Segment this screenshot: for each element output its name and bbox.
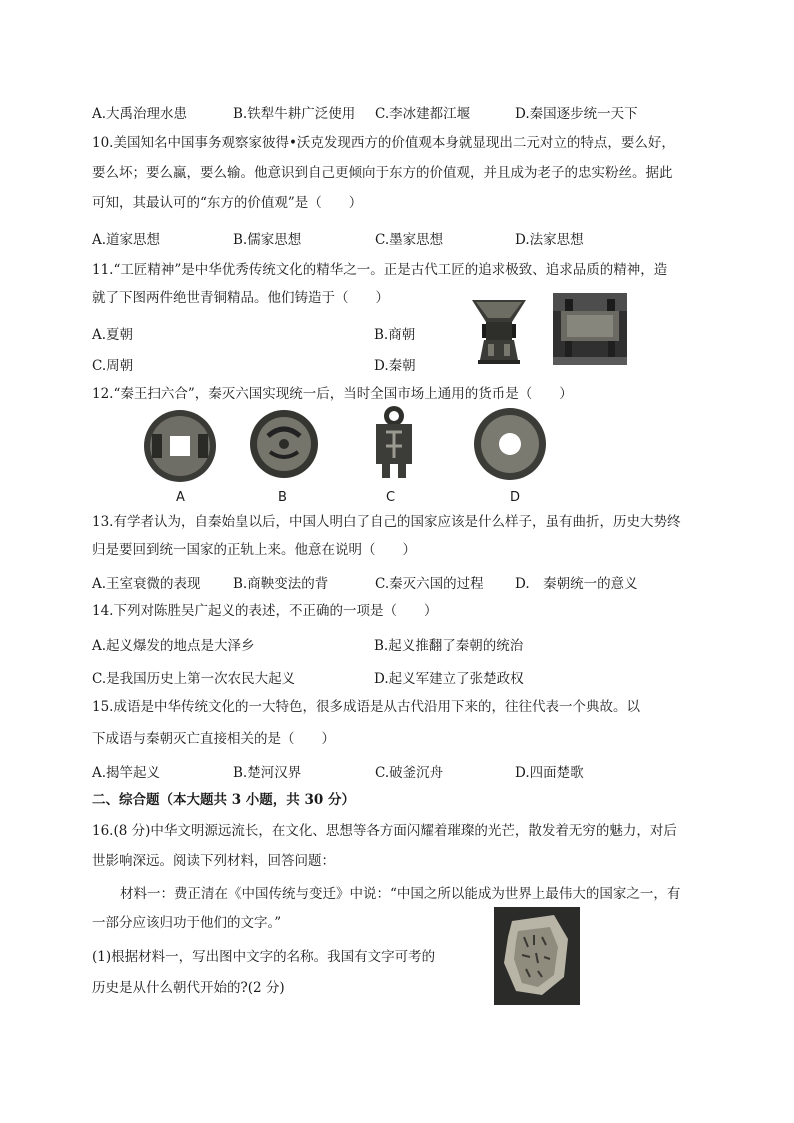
q15-line-2: 下成语与秦朝灭亡直接相关的是（ ）	[92, 731, 335, 747]
q16-material-line-2: 一部分应该归功于他们的文字。”	[92, 915, 282, 931]
coins-image	[130, 406, 570, 510]
q16-material-line-1: 材料一：费正清在《中国传统与变迁》中说：“中国之所以能成为世界上最伟大的国家之一，有	[120, 886, 681, 902]
q10-line-3: 可知，其最认可的“东方的价值观”是（ ）	[92, 195, 363, 211]
coin-label-a: A	[176, 490, 185, 505]
bronze-ding-image	[553, 293, 627, 365]
q9-option-d: D.秦国逐步统一天下	[515, 106, 638, 122]
oracle-bone-image	[494, 907, 580, 1005]
q9-option-a: A.大禹治理水患	[92, 106, 188, 122]
q16-line-1: 16.(8 分)中华文明源远流长，在文化、思想等各方面闪耀着璀璨的光芒，散发着无穷的魅力，对后	[92, 823, 677, 839]
q11-option-d: D.秦朝	[374, 358, 416, 374]
coin-label-b: B	[278, 490, 287, 505]
q10-option-b: B.儒家思想	[233, 232, 302, 248]
q14-option-d: D.起义军建立了张楚政权	[374, 671, 524, 687]
q13-line-2: 归是要回到统一国家的正轨上来。他意在说明（ ）	[92, 542, 416, 558]
q15-option-d: D.四面楚歌	[515, 765, 584, 781]
q14-option-c: C.是我国历史上第一次农民大起义	[92, 671, 296, 687]
q14-option-a: A.起义爆发的地点是大泽乡	[92, 638, 255, 654]
q9-option-b: B.铁犁牛耕广泛使用	[233, 106, 356, 122]
q10-line-2: 要么坏；要么赢，要么输。他意识到自己更倾向于东方的价值观，并且成为老子的忠实粉丝。据此	[92, 165, 673, 181]
q14-line: 14.下列对陈胜吴广起义的表述，不正确的一项是（ ）	[92, 603, 438, 619]
q16-sub-line-1: (1)根据材料一，写出图中文字的名称。我国有文字可考的	[92, 949, 436, 965]
q10-option-c: C.墨家思想	[375, 232, 444, 248]
bronze-zun-image	[466, 296, 532, 368]
q13-option-c: C.秦灭六国的过程	[375, 576, 484, 592]
q13-option-b: B.商鞅变法的背	[233, 576, 329, 592]
q11-line-1: 11.“工匠精神”是中华优秀传统文化的精华之一。正是古代工匠的追求极致、追求品质的精神，造	[92, 262, 668, 278]
q11-option-c: C.周朝	[92, 358, 134, 374]
q11-option-b: B.商朝	[374, 327, 416, 343]
q16-sub-line-2: 历史是从什么朝代开始的?(2 分)	[92, 980, 285, 996]
q10-line-1: 10.美国知名中国事务观察家彼得•沃克发现西方的价值观本身就显现出二元对立的特点，要么好，	[92, 135, 675, 151]
q13-option-d: D. 秦朝统一的意义	[515, 576, 638, 592]
q10-option-d: D.法家思想	[515, 232, 584, 248]
coin-d-icon	[474, 408, 546, 480]
q14-option-b: B.起义推翻了秦朝的统治	[374, 638, 524, 654]
q15-option-a: A.揭竿起义	[92, 765, 161, 781]
q10-option-a: A.道家思想	[92, 232, 161, 248]
q15-option-b: B.楚河汉界	[233, 765, 302, 781]
coin-label-d: D	[510, 490, 521, 505]
coin-a-icon	[144, 410, 216, 482]
section-heading: 二、综合题（本大题共 3 小题，共 30 分）	[92, 792, 355, 808]
q11-line-2: 就了下图两件绝世青铜精品。他们铸造于（ ）	[92, 290, 389, 306]
coin-label-c: C	[386, 490, 396, 505]
q13-option-a: A.王室衰微的表现	[92, 576, 201, 592]
q11-option-a: A.夏朝	[92, 327, 134, 343]
q12-line: 12.“秦王扫六合”，秦灭六国实现统一后，当时全国市场上通用的货币是（ ）	[92, 386, 573, 402]
q13-line-1: 13.有学者认为，自秦始皇以后，中国人明白了自己的国家应该是什么样子，虽有曲折，历史大势终	[92, 514, 681, 530]
q16-line-2: 世影响深远。阅读下列材料，回答问题：	[92, 853, 335, 869]
coin-b-icon	[250, 410, 318, 478]
q15-option-c: C.破釜沉舟	[375, 765, 444, 781]
q9-option-c: C.李冰建都江堰	[375, 106, 471, 122]
q15-line-1: 15.成语是中华传统文化的一大特色，很多成语是从古代沿用下来的，往往代表一个典故。以	[92, 699, 640, 715]
